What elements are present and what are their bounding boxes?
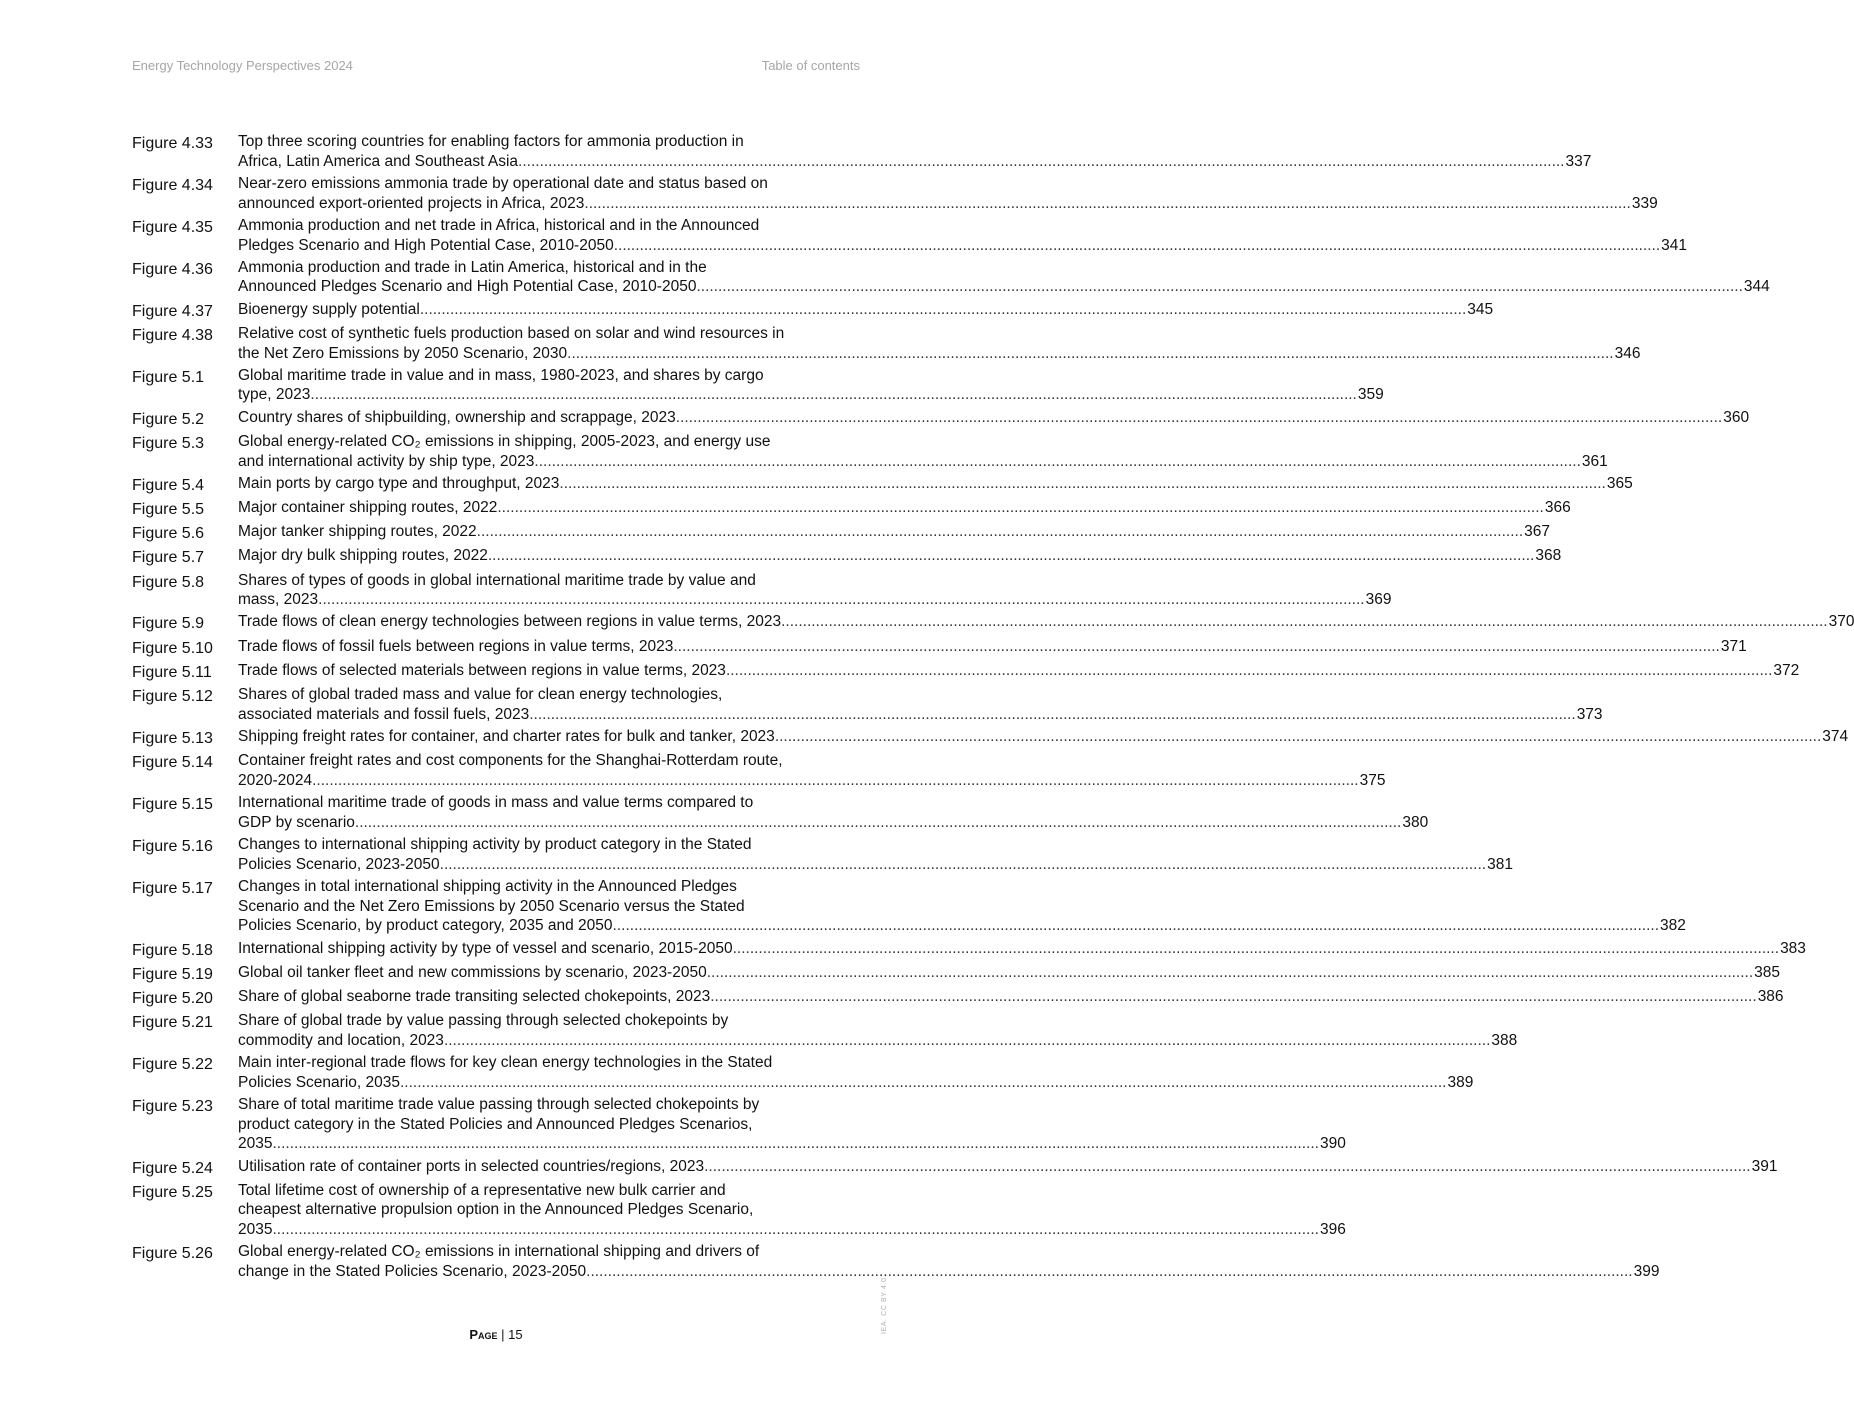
figure-title	[238, 939, 1806, 959]
figure-title-last-line	[238, 1157, 1777, 1177]
toc-entry[interactable]	[132, 751, 1386, 790]
figure-title-line: Scenario and the Net Zero Emissions by 2050 Scenario versus the Stated	[238, 897, 745, 915]
figure-title	[238, 987, 1784, 1007]
page-reference[interactable]: 396	[1319, 1221, 1346, 1239]
toc-entry[interactable]	[132, 1053, 1474, 1092]
figure-title	[238, 751, 1385, 790]
figure-title-last-line	[238, 661, 1799, 681]
figure-number: Figure 5.11	[132, 663, 212, 681]
figure-title-last-line	[238, 727, 1848, 747]
figure-title-line: 2035	[238, 1135, 273, 1153]
figure-title-line: commodity and location, 2023	[238, 1031, 444, 1049]
dot-leader	[477, 522, 1523, 542]
page-reference[interactable]: 380	[1402, 813, 1429, 831]
figure-title-last-line	[238, 939, 1806, 959]
page-reference[interactable]: 365	[1606, 474, 1633, 492]
figure-title-line: Top three scoring countries for enabling factors for ammonia production in	[238, 133, 744, 150]
toc-entry[interactable]	[132, 546, 1562, 568]
figure-number: Figure 4.35	[132, 218, 213, 236]
toc-entry[interactable]	[132, 877, 1686, 936]
figure-title-line: International maritime trade of goods in mass and value terms compared to	[238, 794, 754, 812]
toc-entry[interactable]	[132, 1011, 1518, 1050]
page-reference[interactable]: 368	[1535, 547, 1562, 565]
figure-title-line: associated materials and fossil fuels, 2023	[238, 705, 530, 723]
figure-title	[238, 727, 1848, 747]
figure-title	[238, 793, 1428, 832]
figure-title	[238, 324, 1640, 363]
toc-entry[interactable]	[132, 432, 1608, 471]
figure-title-last-line	[238, 385, 1384, 405]
toc-entry[interactable]	[132, 1095, 1346, 1154]
dot-leader	[420, 300, 1466, 320]
toc-entry[interactable]	[132, 835, 1513, 874]
dot-leader	[534, 452, 1580, 472]
figure-title-last-line	[238, 1073, 1473, 1093]
figure-title-line: Trade flows of selected materials between regions in value terms, 2023	[238, 661, 726, 679]
figure-number: Figure 4.38	[132, 326, 213, 344]
dot-leader	[355, 813, 1401, 833]
figure-title-line: Major dry bulk shipping routes, 2022	[238, 547, 488, 565]
figure-title-line: Global maritime trade in value and in mass, 1980-2023, and shares by cargo	[238, 366, 764, 384]
figure-number: Figure 5.15	[132, 796, 213, 814]
toc-entry[interactable]	[132, 612, 1854, 634]
figure-title	[238, 258, 1770, 297]
figure-title-last-line	[238, 452, 1608, 472]
figure-number: Figure 5.2	[132, 410, 205, 428]
page-reference[interactable]: 391	[1751, 1157, 1778, 1175]
page-reference[interactable]: 360	[1723, 408, 1750, 426]
figure-title-line: change in the Stated Policies Scenario, 2023-2050	[238, 1263, 587, 1281]
page-reference[interactable]: 369	[1365, 591, 1392, 609]
figure-title-line: Shares of types of goods in global international maritime trade by value and	[238, 571, 756, 589]
dot-leader	[696, 277, 1742, 297]
page-reference[interactable]: 371	[1720, 637, 1747, 655]
figure-title-line: 2020-2024	[238, 771, 313, 789]
dot-leader	[614, 236, 1660, 256]
figure-title-line: Share of total maritime trade value passing through selected chokepoints by	[238, 1095, 760, 1113]
figure-title-line: and international activity by ship type, 2023	[238, 452, 535, 470]
dot-leader	[400, 1073, 1446, 1093]
dot-leader	[781, 612, 1827, 632]
figure-title	[238, 132, 1591, 171]
page-reference[interactable]: 345	[1467, 300, 1494, 318]
dot-leader	[726, 661, 1772, 681]
toc-entry[interactable]	[132, 637, 1747, 659]
dot-leader	[497, 498, 1543, 518]
dot-leader	[272, 1220, 1318, 1240]
figure-title-line: Share of global trade by value passing through selected chokepoints by	[238, 1012, 729, 1030]
page-reference[interactable]: 385	[1754, 963, 1781, 981]
page-reference[interactable]: 373	[1576, 705, 1603, 723]
figure-title-line: type, 2023	[238, 386, 311, 404]
toc-entry[interactable]	[132, 1242, 1660, 1281]
figure-title-last-line	[238, 408, 1749, 428]
figure-title-line: Changes in total international shipping activity in the Announced Pledges	[238, 877, 737, 895]
page-reference[interactable]: 366	[1544, 498, 1571, 516]
figure-number: Figure 5.19	[132, 965, 213, 983]
figure-title	[238, 216, 1687, 255]
figure-number: Figure 5.20	[132, 989, 213, 1007]
figure-title	[238, 474, 1633, 494]
dot-leader	[559, 474, 1605, 494]
page-reference[interactable]: 375	[1359, 771, 1386, 789]
page-reference[interactable]: 388	[1491, 1031, 1518, 1049]
figure-number: Figure 4.34	[132, 176, 213, 194]
page-reference[interactable]: 337	[1565, 152, 1592, 170]
figure-title-last-line	[238, 590, 1391, 610]
toc-entry[interactable]	[132, 939, 1806, 961]
dot-leader	[586, 1262, 1632, 1282]
figure-number: Figure 5.14	[132, 754, 213, 772]
page-number: 15	[508, 1327, 523, 1342]
figure-title-line: Near-zero emissions ammonia trade by operational date and status based on	[238, 174, 768, 192]
dot-leader	[529, 705, 1575, 725]
figure-number: Figure 4.36	[132, 260, 213, 278]
toc-entry[interactable]	[132, 216, 1688, 255]
dot-leader	[733, 939, 1779, 959]
figure-title	[238, 498, 1571, 518]
figure-title-line: Share of global seaborne trade transiting selected chokepoints, 2023	[238, 987, 711, 1005]
figure-title	[238, 963, 1780, 983]
figure-number: Figure 5.26	[132, 1245, 213, 1263]
figure-number: Figure 5.18	[132, 941, 213, 959]
figure-title	[238, 1095, 1346, 1154]
figure-number: Figure 5.12	[132, 688, 213, 706]
figure-number: Figure 5.22	[132, 1056, 213, 1074]
dot-leader	[518, 152, 1564, 172]
figure-title-last-line	[238, 771, 1385, 791]
dot-leader	[676, 408, 1722, 428]
toc-entry[interactable]	[132, 408, 1750, 430]
figure-title-line: Bioenergy supply potential	[238, 300, 420, 318]
figure-title-line: mass, 2023	[238, 591, 319, 609]
figure-title-line: Shares of global traded mass and value for clean energy technologies,	[238, 686, 723, 704]
page-reference[interactable]: 386	[1757, 987, 1784, 1005]
toc-entry[interactable]	[132, 132, 1592, 171]
toc-entry[interactable]	[132, 1157, 1778, 1179]
page-reference[interactable]: 372	[1773, 661, 1800, 679]
figure-number: Figure 5.23	[132, 1097, 213, 1115]
page-reference[interactable]: 339	[1631, 194, 1658, 212]
figure-title-line: Country shares of shipbuilding, ownership and scrappage, 2023	[238, 408, 676, 426]
figure-title-last-line	[238, 236, 1687, 256]
figure-title	[238, 1053, 1473, 1092]
page-reference[interactable]: 344	[1743, 278, 1770, 296]
page-reference[interactable]: 359	[1357, 386, 1384, 404]
figure-title	[238, 1157, 1777, 1177]
figure-title	[238, 522, 1550, 542]
toc-entry[interactable]	[132, 474, 1633, 496]
figure-number: Figure 5.8	[132, 573, 205, 591]
page-footer	[0, 1327, 992, 1342]
figure-title-line: Trade flows of clean energy technologies between regions in value terms, 2023	[238, 613, 782, 631]
figure-title-line: International shipping activity by type of vessel and scenario, 2015-2050	[238, 939, 733, 957]
figure-title-last-line	[238, 1220, 1346, 1240]
figure-number: Figure 5.1	[132, 368, 205, 386]
figure-number: Figure 4.37	[132, 302, 213, 320]
page-reference[interactable]: 383	[1780, 939, 1806, 957]
dot-leader	[710, 987, 1756, 1007]
figure-title	[238, 835, 1513, 874]
dot-leader	[272, 1134, 1318, 1154]
toc-entry[interactable]	[132, 522, 1551, 544]
figure-title-last-line	[238, 1031, 1517, 1051]
toc-entry[interactable]	[132, 498, 1571, 520]
figure-title-line: Major container shipping routes, 2022	[238, 498, 498, 516]
figure-title-last-line	[238, 522, 1550, 542]
page-reference[interactable]: 367	[1524, 523, 1551, 541]
page-reference[interactable]: 399	[1633, 1263, 1660, 1281]
license-note	[881, 1270, 895, 1334]
toc-entry[interactable]	[132, 793, 1429, 832]
figure-title-last-line	[238, 277, 1770, 297]
figure-number: Figure 5.5	[132, 500, 205, 518]
figure-title	[238, 546, 1561, 566]
figure-title-last-line	[238, 546, 1561, 566]
figure-title-line: cheapest alternative propulsion option in the Announced Pledges Scenario,	[238, 1201, 754, 1219]
page-reference[interactable]: 341	[1661, 236, 1688, 254]
figure-title-line: Announced Pledges Scenario and High Potential Case, 2010-2050	[238, 278, 697, 296]
figure-title-last-line	[238, 916, 1686, 936]
figure-title	[238, 174, 1658, 213]
table-of-figures	[132, 132, 1854, 1284]
dot-leader	[584, 194, 1630, 214]
toc-entry[interactable]	[132, 685, 1603, 724]
figure-title-line: product category in the Stated Policies and Announced Pledges Scenarios,	[238, 1115, 753, 1133]
figure-title-last-line	[238, 1262, 1659, 1282]
figure-title	[238, 685, 1603, 724]
figure-title-last-line	[238, 612, 1854, 632]
figure-title-line: Major tanker shipping routes, 2022	[238, 523, 477, 541]
figure-title-last-line	[238, 813, 1428, 833]
toc-entry[interactable]	[132, 258, 1770, 297]
dot-leader	[775, 727, 1821, 747]
figure-number: Figure 5.21	[132, 1014, 213, 1032]
figure-number: Figure 5.6	[132, 525, 205, 543]
toc-entry[interactable]	[132, 571, 1392, 610]
toc-entry[interactable]	[132, 661, 1800, 683]
figure-title	[238, 571, 1391, 610]
figure-title-last-line	[238, 963, 1780, 983]
figure-title-line: Container freight rates and cost components for the Shanghai-Rotterdam route,	[238, 752, 783, 770]
figure-number: Figure 5.3	[132, 434, 205, 452]
figure-number: Figure 5.24	[132, 1159, 213, 1177]
page-reference[interactable]: 370	[1828, 613, 1854, 631]
toc-entry[interactable]	[132, 727, 1849, 749]
figure-number: Figure 5.7	[132, 549, 205, 567]
figure-title	[238, 612, 1854, 632]
toc-entry[interactable]	[132, 366, 1384, 405]
figure-title-last-line	[238, 194, 1658, 214]
toc-entry[interactable]	[132, 300, 1494, 322]
figure-title-line: Main inter-regional trade flows for key clean energy technologies in the Stated	[238, 1054, 773, 1072]
figure-title-last-line	[238, 637, 1747, 657]
dot-leader	[567, 344, 1613, 364]
figure-title	[238, 432, 1608, 471]
dot-leader	[707, 963, 1753, 983]
figure-title-line: GDP by scenario	[238, 813, 355, 831]
dot-leader	[310, 385, 1356, 405]
toc-entry[interactable]	[132, 987, 1784, 1009]
figure-number: Figure 5.9	[132, 615, 205, 633]
figure-title	[238, 1181, 1346, 1240]
figure-title-line: 2035	[238, 1221, 273, 1239]
page-reference[interactable]: 374	[1822, 727, 1849, 745]
figure-title	[238, 661, 1799, 681]
toc-entry[interactable]	[132, 174, 1658, 213]
figure-number: Figure 5.16	[132, 838, 213, 855]
figure-title-last-line	[238, 987, 1784, 1007]
page-reference[interactable]: 361	[1581, 452, 1608, 470]
toc-entry[interactable]	[132, 1181, 1346, 1240]
figure-title-last-line	[238, 1134, 1346, 1154]
dot-leader	[704, 1157, 1750, 1177]
page-reference[interactable]: 389	[1447, 1073, 1474, 1091]
figure-title-line: Global oil tanker fleet and new commissions by scenario, 2023-2050	[238, 963, 707, 981]
figure-title-line: Africa, Latin America and Southeast Asia	[238, 152, 519, 170]
figure-title-last-line	[238, 152, 1591, 172]
figure-title-line: Shipping freight rates for container, and charter rates for bulk and tanker, 2023	[238, 727, 775, 745]
dot-leader	[312, 771, 1358, 791]
figure-title-line: Policies Scenario, 2035	[238, 1073, 400, 1091]
page-reference[interactable]: 390	[1319, 1135, 1346, 1153]
figure-title-line: Pledges Scenario and High Potential Case, 2010-2050	[238, 236, 614, 254]
figure-title-line: Trade flows of fossil fuels between regions in value terms, 2023	[238, 637, 674, 655]
figure-number: Figure 5.10	[132, 639, 213, 657]
figure-title	[238, 408, 1749, 428]
figure-title-line: announced export-oriented projects in Africa, 2023	[238, 194, 585, 212]
dot-leader	[673, 637, 1719, 657]
page-separator: |	[497, 1327, 509, 1342]
figure-number: Figure 5.4	[132, 476, 205, 494]
figure-title-line: Total lifetime cost of ownership of a representative new bulk carrier and	[238, 1181, 726, 1199]
figure-title-last-line	[238, 705, 1603, 725]
figure-title	[238, 637, 1747, 657]
figure-title	[238, 366, 1384, 405]
figure-title-line: Global energy-related CO₂ emissions in international shipping and drivers of	[238, 1243, 760, 1261]
figure-number: Figure 5.13	[132, 729, 213, 747]
figure-title-line: Ammonia production and net trade in Africa, historical and in the Announced	[238, 216, 760, 234]
figure-title	[238, 877, 1686, 936]
figure-title-last-line	[238, 474, 1633, 494]
header-section-title: Table of contents	[761, 58, 860, 73]
figure-number: Figure 5.17	[132, 879, 213, 897]
figure-title-line: Ammonia production and trade in Latin America, historical and in the	[238, 258, 707, 276]
license-text: IEA. CC BY 4.0.	[881, 1274, 888, 1334]
figure-title-line: Utilisation rate of container ports in selected countries/regions, 2023	[238, 1157, 705, 1175]
figure-title-line: Changes to international shipping activity by product category in the Stated	[238, 836, 752, 853]
figure-title-last-line	[238, 855, 1513, 875]
dot-leader	[318, 590, 1364, 610]
page-label: Page	[469, 1327, 498, 1342]
figure-title-line: Policies Scenario, 2023-2050	[238, 855, 440, 873]
figure-title	[238, 1011, 1517, 1050]
page-reference[interactable]: 346	[1614, 344, 1641, 362]
figure-title-last-line	[238, 344, 1640, 364]
figure-title-line: Policies Scenario, by product category, 2035 and 2050	[238, 917, 613, 935]
toc-entry[interactable]	[132, 963, 1781, 985]
dot-leader	[613, 916, 1659, 936]
figure-title-line: the Net Zero Emissions by 2050 Scenario, 2030	[238, 344, 568, 362]
toc-entry[interactable]	[132, 324, 1641, 363]
figure-title-line: Relative cost of synthetic fuels production based on solar and wind resources in	[238, 324, 785, 342]
figure-number: Figure 5.25	[132, 1183, 213, 1201]
figure-title-line: Global energy-related CO₂ emissions in shipping, 2005-2023, and energy use	[238, 432, 771, 450]
figure-number: Figure 4.33	[132, 135, 213, 152]
header-report-title: Energy Technology Perspectives 2024	[132, 58, 353, 73]
figure-title-last-line	[238, 498, 1571, 518]
figure-title-line: Main ports by cargo type and throughput, 2023	[238, 474, 560, 492]
page-reference[interactable]: 381	[1487, 855, 1513, 873]
dot-leader	[444, 1031, 1490, 1051]
dot-leader	[440, 855, 1486, 875]
figure-title	[238, 1242, 1659, 1281]
page-reference[interactable]: 382	[1660, 917, 1686, 935]
dot-leader	[488, 546, 1534, 566]
figure-title-last-line	[238, 300, 1493, 320]
figure-title	[238, 300, 1493, 320]
